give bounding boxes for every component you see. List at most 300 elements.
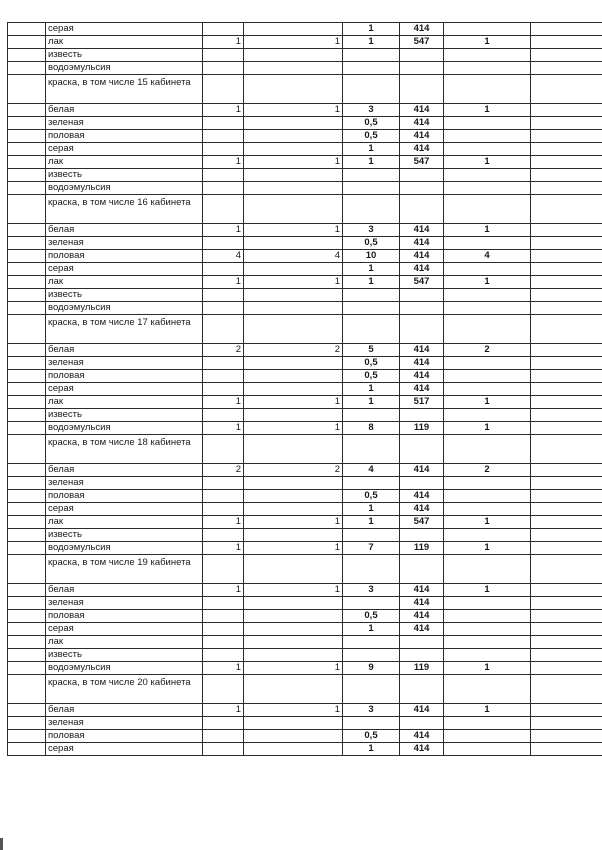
table-cell <box>203 730 244 743</box>
table-row <box>8 370 602 383</box>
table-cell: 414 <box>400 743 444 756</box>
table-cell: 1 <box>343 23 400 36</box>
table-cell <box>444 636 531 649</box>
table-cell <box>444 195 531 224</box>
table-cell <box>244 49 343 62</box>
table-cell <box>531 422 602 435</box>
table-cell <box>244 730 343 743</box>
table-cell <box>531 584 602 597</box>
table-cell: лак <box>46 516 203 529</box>
table-cell: 1 <box>203 422 244 435</box>
table-cell: 414 <box>400 503 444 516</box>
table-cell <box>203 169 244 182</box>
table-row <box>8 503 602 516</box>
table-cell <box>203 143 244 156</box>
table-cell: 1 <box>244 276 343 289</box>
table-cell <box>400 182 444 195</box>
table-cell: 414 <box>400 117 444 130</box>
table-row <box>8 636 602 649</box>
table-cell <box>203 636 244 649</box>
table-cell <box>531 302 602 315</box>
table-cell: зеленая <box>46 117 203 130</box>
table-cell <box>531 409 602 422</box>
table-cell <box>444 435 531 464</box>
table-cell: 1 <box>203 584 244 597</box>
table-cell <box>244 597 343 610</box>
table-cell: серая <box>46 623 203 636</box>
table-cell <box>444 237 531 250</box>
table-cell <box>244 289 343 302</box>
table-cell <box>444 370 531 383</box>
table-cell <box>343 529 400 542</box>
table-cell <box>203 649 244 662</box>
table-cell: 414 <box>400 224 444 237</box>
table-cell <box>8 649 46 662</box>
table-cell: зеленая <box>46 237 203 250</box>
table-cell <box>8 597 46 610</box>
table-cell <box>244 490 343 503</box>
table-cell <box>531 169 602 182</box>
table-cell <box>8 717 46 730</box>
table-cell <box>400 555 444 584</box>
table-row <box>8 263 602 276</box>
table-row <box>8 143 602 156</box>
table-cell: половая <box>46 730 203 743</box>
table-cell <box>8 224 46 237</box>
table-cell <box>8 477 46 490</box>
table-cell <box>343 675 400 704</box>
table-cell: 1 <box>343 623 400 636</box>
table-cell <box>203 289 244 302</box>
table-cell <box>244 529 343 542</box>
table-cell <box>203 263 244 276</box>
table-cell: 414 <box>400 597 444 610</box>
table-cell: 1 <box>444 662 531 675</box>
table-cell: 0,5 <box>343 130 400 143</box>
table-cell: 414 <box>400 344 444 357</box>
table-cell: 1 <box>203 662 244 675</box>
table-cell <box>400 409 444 422</box>
table-cell <box>531 490 602 503</box>
table-cell: 1 <box>444 704 531 717</box>
table-row <box>8 237 602 250</box>
table-cell <box>531 344 602 357</box>
table-cell: известь <box>46 409 203 422</box>
table-row <box>8 195 602 224</box>
table-cell: зеленая <box>46 477 203 490</box>
table-cell <box>444 143 531 156</box>
table-cell: 1 <box>244 662 343 675</box>
table-cell: 1 <box>244 516 343 529</box>
table-cell <box>8 49 46 62</box>
table-cell <box>203 597 244 610</box>
table-cell <box>343 49 400 62</box>
table-cell: серая <box>46 23 203 36</box>
table-cell: 1 <box>444 36 531 49</box>
table-cell <box>531 195 602 224</box>
table-cell <box>203 717 244 730</box>
table-cell <box>203 743 244 756</box>
table-cell <box>244 182 343 195</box>
table-cell <box>343 62 400 75</box>
table-cell: белая <box>46 224 203 237</box>
table-cell: краска, в том числе 20 кабинета <box>46 675 203 704</box>
table-cell: 0,5 <box>343 117 400 130</box>
table-cell: 7 <box>343 542 400 555</box>
table-cell <box>531 104 602 117</box>
table-cell: 0,5 <box>343 490 400 503</box>
materials-table <box>7 22 602 756</box>
table-cell: 2 <box>444 464 531 477</box>
table-cell <box>444 117 531 130</box>
table-cell <box>8 675 46 704</box>
table-cell <box>203 503 244 516</box>
table-cell: 119 <box>400 422 444 435</box>
table-cell: 1 <box>444 516 531 529</box>
table-cell <box>8 117 46 130</box>
table-row <box>8 117 602 130</box>
table-row <box>8 555 602 584</box>
table-cell: водоэмульсия <box>46 422 203 435</box>
table-row <box>8 75 602 104</box>
table-cell: 3 <box>343 224 400 237</box>
table-cell <box>444 490 531 503</box>
table-cell <box>531 370 602 383</box>
table-cell <box>531 383 602 396</box>
table-cell: 1 <box>444 584 531 597</box>
table-row <box>8 464 602 477</box>
table-cell <box>343 409 400 422</box>
table-cell: 2 <box>203 464 244 477</box>
table-cell <box>343 75 400 104</box>
table-cell: 3 <box>343 584 400 597</box>
table-cell <box>244 503 343 516</box>
table-cell <box>343 315 400 344</box>
table-cell <box>343 477 400 490</box>
table-cell <box>244 117 343 130</box>
table-row <box>8 130 602 143</box>
table-row <box>8 315 602 344</box>
table-cell <box>531 237 602 250</box>
table-cell <box>531 357 602 370</box>
table-cell: 4 <box>343 464 400 477</box>
table-cell: 414 <box>400 623 444 636</box>
table-cell: 1 <box>343 516 400 529</box>
table-cell <box>203 610 244 623</box>
table-cell <box>531 276 602 289</box>
table-cell: 5 <box>343 344 400 357</box>
table-cell: 2 <box>244 464 343 477</box>
table-cell <box>444 529 531 542</box>
table-row <box>8 435 602 464</box>
table-row <box>8 649 602 662</box>
scan-edge-mark <box>0 838 3 850</box>
table-cell <box>8 357 46 370</box>
table-row <box>8 396 602 409</box>
table-cell <box>531 143 602 156</box>
table-row <box>8 409 602 422</box>
table-cell <box>8 730 46 743</box>
table-cell <box>8 435 46 464</box>
table-row <box>8 156 602 169</box>
table-cell: 1 <box>343 503 400 516</box>
table-cell: 9 <box>343 662 400 675</box>
table-cell <box>400 62 444 75</box>
table-cell <box>444 597 531 610</box>
table-row <box>8 104 602 117</box>
table-cell <box>244 477 343 490</box>
table-cell: 3 <box>343 704 400 717</box>
table-cell <box>8 503 46 516</box>
table-cell: половая <box>46 130 203 143</box>
table-cell: краска, в том числе 18 кабинета <box>46 435 203 464</box>
table-cell <box>8 610 46 623</box>
table-cell: краска, в том числе 17 кабинета <box>46 315 203 344</box>
table-row <box>8 584 602 597</box>
table-cell <box>343 289 400 302</box>
table-cell <box>244 75 343 104</box>
table-cell <box>8 529 46 542</box>
table-cell: 547 <box>400 156 444 169</box>
table-cell <box>203 182 244 195</box>
table-cell <box>343 717 400 730</box>
table-cell <box>8 490 46 503</box>
table-cell <box>444 649 531 662</box>
table-cell <box>8 62 46 75</box>
table-cell: 414 <box>400 383 444 396</box>
table-cell: 1 <box>203 542 244 555</box>
table-cell <box>531 36 602 49</box>
table-cell: половая <box>46 610 203 623</box>
table-cell: 1 <box>244 542 343 555</box>
table-cell <box>203 62 244 75</box>
table-cell <box>8 23 46 36</box>
table-cell: 414 <box>400 610 444 623</box>
table-cell <box>531 516 602 529</box>
table-cell: 414 <box>400 250 444 263</box>
table-cell: 4 <box>203 250 244 263</box>
table-cell <box>244 315 343 344</box>
table-cell: 0,5 <box>343 730 400 743</box>
table-cell <box>444 75 531 104</box>
table-row <box>8 23 602 36</box>
table-cell <box>8 237 46 250</box>
table-cell: водоэмульсия <box>46 662 203 675</box>
table-cell <box>244 610 343 623</box>
table-row <box>8 743 602 756</box>
table-cell <box>444 477 531 490</box>
table-cell <box>444 62 531 75</box>
table-cell <box>8 263 46 276</box>
table-cell <box>531 289 602 302</box>
table-cell: половая <box>46 250 203 263</box>
table-cell <box>400 435 444 464</box>
table-cell <box>8 623 46 636</box>
table-cell <box>444 130 531 143</box>
table-cell: 1 <box>343 143 400 156</box>
table-cell: 8 <box>343 422 400 435</box>
table-cell <box>8 555 46 584</box>
table-cell <box>531 435 602 464</box>
table-cell <box>8 104 46 117</box>
table-cell: водоэмульсия <box>46 62 203 75</box>
table-row <box>8 623 602 636</box>
table-cell <box>444 555 531 584</box>
table-cell <box>531 182 602 195</box>
table-cell: 414 <box>400 130 444 143</box>
table-cell: 1 <box>203 36 244 49</box>
table-cell <box>531 529 602 542</box>
table-cell: серая <box>46 383 203 396</box>
table-cell <box>8 156 46 169</box>
table-cell: зеленая <box>46 597 203 610</box>
table-cell <box>203 117 244 130</box>
table-cell: 1 <box>343 276 400 289</box>
table-cell <box>400 195 444 224</box>
table-cell <box>8 662 46 675</box>
table-cell: 1 <box>244 396 343 409</box>
table-cell: 1 <box>343 743 400 756</box>
table-cell <box>8 143 46 156</box>
table-cell: 2 <box>244 344 343 357</box>
table-cell <box>203 75 244 104</box>
table-cell <box>8 704 46 717</box>
table-cell: 1 <box>343 36 400 49</box>
table-cell <box>531 717 602 730</box>
table-row <box>8 357 602 370</box>
table-cell <box>8 344 46 357</box>
table-cell <box>8 370 46 383</box>
table-cell: 414 <box>400 23 444 36</box>
table-cell <box>8 542 46 555</box>
table-cell <box>531 464 602 477</box>
table-row <box>8 717 602 730</box>
table-cell <box>531 675 602 704</box>
table-cell <box>244 409 343 422</box>
table-cell: 1 <box>244 704 343 717</box>
table-cell <box>203 370 244 383</box>
table-cell <box>400 529 444 542</box>
table-cell <box>531 62 602 75</box>
table-row <box>8 610 602 623</box>
table-cell <box>244 636 343 649</box>
table-cell <box>8 516 46 529</box>
table-row <box>8 675 602 704</box>
table-cell: водоэмульсия <box>46 182 203 195</box>
table-cell <box>531 743 602 756</box>
table-row <box>8 169 602 182</box>
table-cell: 0,5 <box>343 237 400 250</box>
table-cell: 1 <box>444 422 531 435</box>
table-cell <box>203 383 244 396</box>
table-row <box>8 49 602 62</box>
table-cell <box>444 623 531 636</box>
table-cell: 119 <box>400 542 444 555</box>
table-cell <box>343 435 400 464</box>
table-cell <box>343 169 400 182</box>
table-cell: лак <box>46 156 203 169</box>
table-row <box>8 302 602 315</box>
table-cell <box>400 717 444 730</box>
table-cell <box>203 237 244 250</box>
table-cell: водоэмульсия <box>46 302 203 315</box>
table-row <box>8 62 602 75</box>
table-cell <box>400 75 444 104</box>
table-cell: 1 <box>203 516 244 529</box>
table-row <box>8 516 602 529</box>
materials-table-body <box>8 23 602 756</box>
table-row <box>8 477 602 490</box>
table-cell <box>531 315 602 344</box>
table-cell <box>244 675 343 704</box>
table-cell <box>203 623 244 636</box>
table-cell <box>244 649 343 662</box>
table-cell <box>343 597 400 610</box>
table-row <box>8 182 602 195</box>
table-cell: лак <box>46 636 203 649</box>
table-cell: 517 <box>400 396 444 409</box>
table-cell: серая <box>46 263 203 276</box>
table-cell: 4 <box>444 250 531 263</box>
table-cell: 1 <box>444 156 531 169</box>
table-cell <box>444 315 531 344</box>
table-cell <box>244 383 343 396</box>
table-cell <box>400 169 444 182</box>
table-cell: 414 <box>400 730 444 743</box>
table-cell <box>203 23 244 36</box>
table-cell: 414 <box>400 143 444 156</box>
table-cell <box>531 23 602 36</box>
table-cell <box>531 610 602 623</box>
table-cell <box>8 130 46 143</box>
table-cell: 1 <box>244 584 343 597</box>
table-cell <box>531 623 602 636</box>
table-cell <box>8 250 46 263</box>
table-cell <box>8 195 46 224</box>
table-cell <box>244 195 343 224</box>
table-cell: зеленая <box>46 717 203 730</box>
table-cell <box>531 49 602 62</box>
table-cell <box>203 490 244 503</box>
table-cell <box>343 636 400 649</box>
table-cell: известь <box>46 289 203 302</box>
table-cell: серая <box>46 503 203 516</box>
table-cell <box>531 542 602 555</box>
table-cell <box>444 357 531 370</box>
table-cell: зеленая <box>46 357 203 370</box>
table-cell <box>531 555 602 584</box>
table-cell: 1 <box>444 224 531 237</box>
table-cell: белая <box>46 464 203 477</box>
table-cell: 119 <box>400 662 444 675</box>
table-cell: 414 <box>400 584 444 597</box>
table-cell: 4 <box>244 250 343 263</box>
table-cell: белая <box>46 704 203 717</box>
table-cell <box>244 370 343 383</box>
table-cell <box>531 649 602 662</box>
table-row <box>8 224 602 237</box>
table-cell: 1 <box>203 276 244 289</box>
table-cell <box>531 597 602 610</box>
table-cell <box>444 383 531 396</box>
table-cell: 2 <box>203 344 244 357</box>
table-cell <box>444 409 531 422</box>
table-cell: водоэмульсия <box>46 542 203 555</box>
table-cell <box>244 302 343 315</box>
table-row <box>8 490 602 503</box>
table-cell: 1 <box>244 224 343 237</box>
table-cell: 10 <box>343 250 400 263</box>
